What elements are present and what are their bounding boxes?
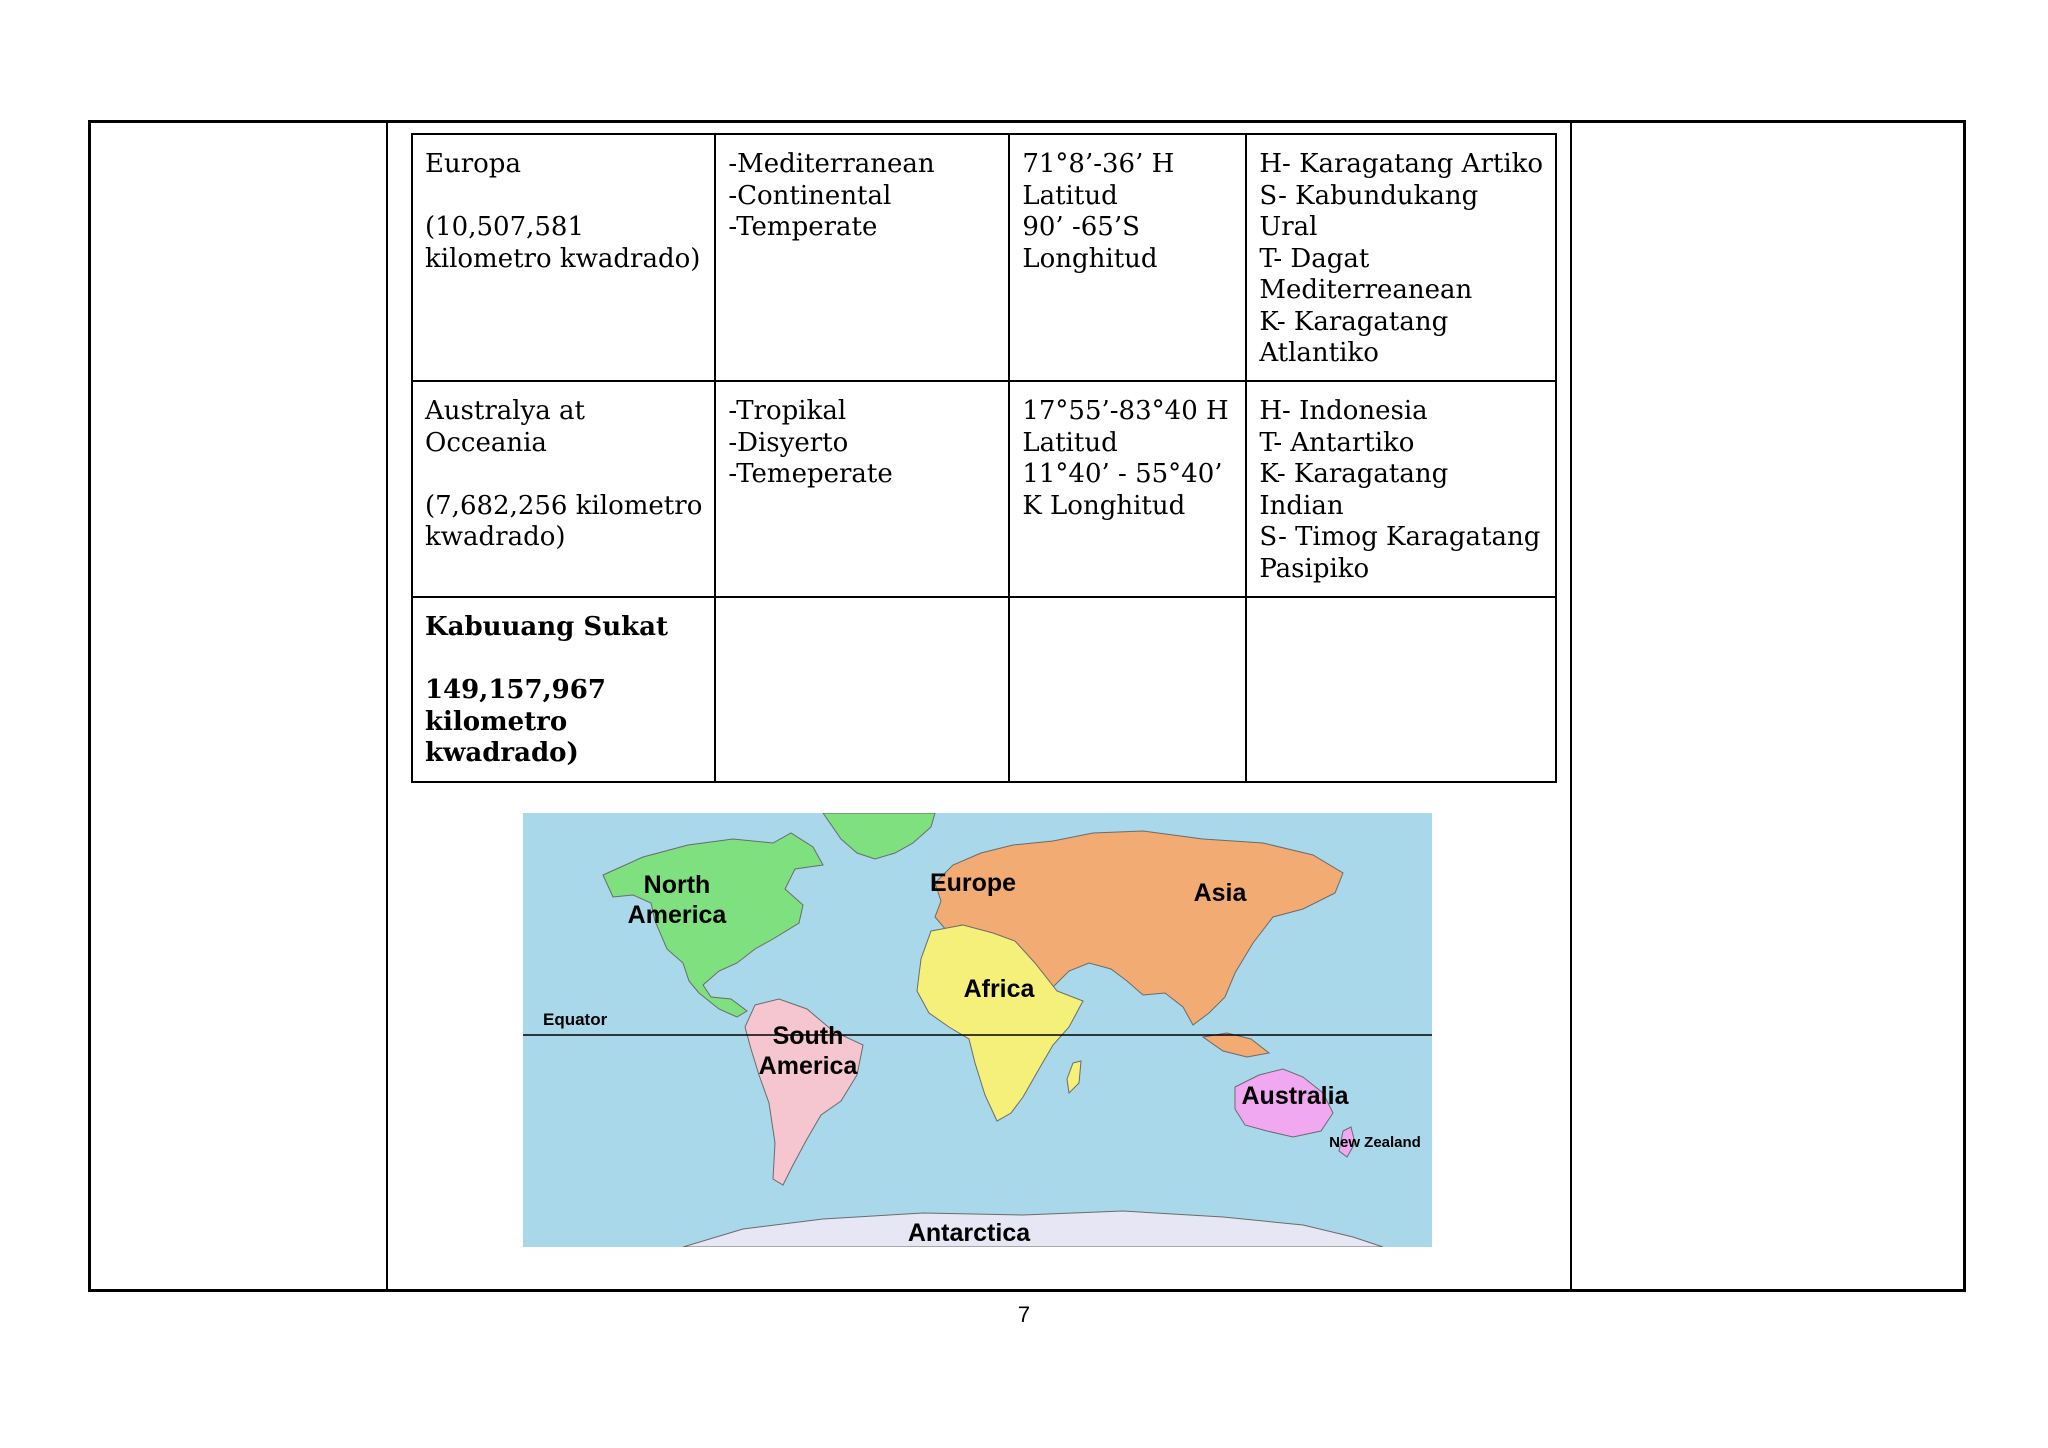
cell-location <box>1009 597 1246 782</box>
cell-line: K- Karagatang <box>1259 459 1449 489</box>
label-south-america-2: America <box>758 1052 858 1080</box>
cell-line: Longhitud <box>1022 243 1158 274</box>
cell-line: 71°8’-36’ H <box>1022 149 1175 179</box>
cell-continent <box>412 134 715 381</box>
table-row <box>412 381 1556 597</box>
cell-line: T- Antartiko <box>1259 427 1415 458</box>
cell-line: kwadrado) <box>425 738 579 768</box>
label-antarctica: Antarctica <box>907 1219 1031 1247</box>
cell-line <box>425 644 702 676</box>
cell-location <box>1009 381 1246 597</box>
cell-line: (7,682,256 kilometro <box>425 490 703 521</box>
cell-climate <box>715 381 1009 597</box>
label-asia: Asia <box>1193 879 1247 907</box>
cell-line: -Temeperate <box>728 459 893 489</box>
cell-line: K Longhitud <box>1022 490 1186 521</box>
cell-line: Latitud <box>1022 427 1118 458</box>
cell-line: Indian <box>1259 490 1344 521</box>
cell-line: kilometro <box>425 706 568 737</box>
cell-line: 149,157,967 <box>425 675 606 705</box>
cell-climate <box>715 597 1009 782</box>
cell-line: Mediterreanean <box>1259 275 1473 305</box>
cell-line: Kabuuang Sukat <box>425 612 668 642</box>
cell-line: S- Kabundukang <box>1259 180 1479 211</box>
cell-line <box>425 181 702 213</box>
label-new-zealand: New Zealand <box>1329 1134 1421 1151</box>
cell-line: Occeania <box>425 427 547 458</box>
cell-line: -Mediterranean <box>728 149 935 179</box>
cell-line <box>425 459 702 491</box>
continent-table-body <box>412 134 1556 782</box>
column-divider-1 <box>386 123 388 1289</box>
cell-line: Latitud <box>1022 180 1118 211</box>
cell-line: S- Timog Karagatang <box>1259 522 1541 552</box>
cell-line: -Continental <box>728 180 892 211</box>
cell-line: -Temperate <box>728 212 878 242</box>
label-australia: Australia <box>1241 1082 1349 1110</box>
cell-line: T- Dagat <box>1259 243 1370 274</box>
label-europe: Europe <box>929 869 1017 897</box>
table-row <box>412 134 1556 381</box>
cell-line: H- Karagatang Artiko <box>1259 149 1544 179</box>
cell-line: Ural <box>1259 212 1318 242</box>
cell-line: kwadrado) <box>425 522 566 552</box>
cell-line: 11°40’ - 55°40’ <box>1022 459 1223 489</box>
page-number: 7 <box>1017 1302 1031 1327</box>
cell-borders <box>1246 134 1556 381</box>
cell-line: (10,507,581 <box>425 212 585 242</box>
cell-line: Pasipiko <box>1259 553 1370 584</box>
cell-line: K- Karagatang <box>1259 306 1449 337</box>
cell-line: 90’ -65’S <box>1022 212 1140 242</box>
cell-continent <box>412 381 715 597</box>
cell-borders <box>1246 597 1556 782</box>
continent-table <box>411 133 1557 783</box>
cell-line: -Disyerto <box>728 427 849 458</box>
cell-location <box>1009 134 1246 381</box>
label-africa: Africa <box>963 975 1035 1003</box>
label-north-america-2: America <box>627 901 727 929</box>
cell-continent <box>412 597 715 782</box>
cell-climate <box>715 134 1009 381</box>
cell-line: -Tropikal <box>728 396 847 426</box>
label-north-america-1: North <box>643 871 711 899</box>
cell-borders <box>1246 381 1556 597</box>
world-map <box>523 813 1432 1247</box>
cell-line: 17°55’-83°40 H <box>1022 396 1229 426</box>
cell-line: Atlantiko <box>1259 338 1379 368</box>
column-divider-2 <box>1570 123 1572 1289</box>
label-south-america-1: South <box>772 1022 844 1050</box>
table-row <box>412 597 1556 782</box>
cell-line: Australya at <box>425 396 585 426</box>
cell-line: kilometro kwadrado) <box>425 243 701 274</box>
cell-line: H- Indonesia <box>1259 396 1428 426</box>
label-equator: Equator <box>543 1010 608 1029</box>
cell-line: Europa <box>425 149 521 179</box>
